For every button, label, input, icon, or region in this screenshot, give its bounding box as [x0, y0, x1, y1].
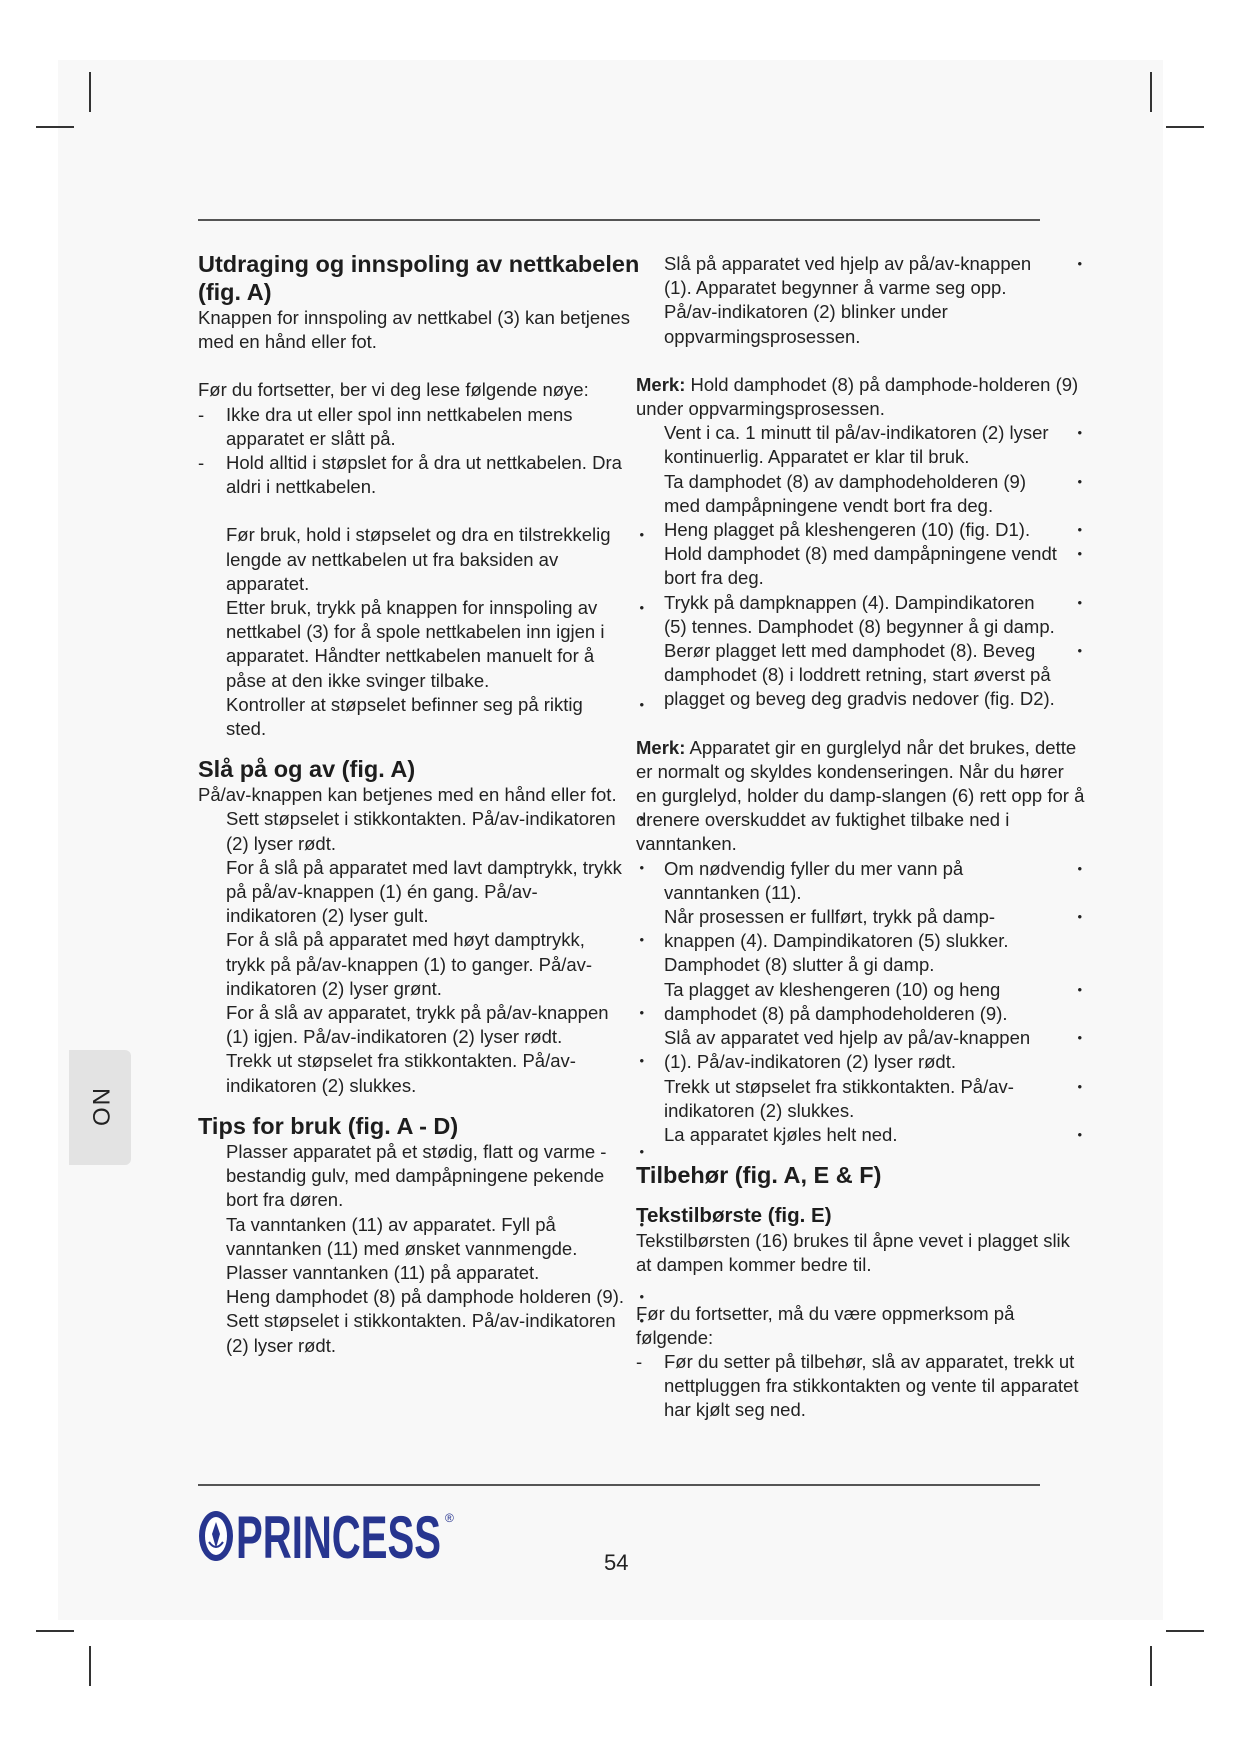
tips-step-4: Sett støpselet i stikkontakten. På/av-indikatoren (2) lyser rødt. •: [198, 1309, 648, 1357]
accessory-warning: - Før du setter på tilbehør, slå av apparatet, trekk ut nettpluggen fra stikkontakten og vente til apparatet har kjølt seg ned.: [636, 1350, 1086, 1423]
crop-mark: [36, 1630, 74, 1632]
heading-textile-brush: Tekstilbørste (fig. E): [636, 1204, 832, 1228]
crop-mark: [36, 126, 74, 128]
note-text: Apparatet gir en gurglelyd når det brukes, dette er normalt og skyldes kondenseringen. Når du hører en gurglelyd, holder du damp-slangen (6) rett opp for å drenere overskuddet av fuktighet tilbake ned i vanntanken.: [636, 736, 1085, 855]
heading-cable: Utdraging og innspoling av nettkabelen (fig. A): [198, 251, 640, 305]
heading-tips: Tips for bruk (fig. A - D): [198, 1112, 459, 1139]
crop-mark: [89, 72, 91, 112]
use-step-7: Berør plagget lett med damphodet (8). Beveg damphodet (8) i loddrett retning, start øverst på plagget og beveg deg gradvis nedover (fig. D2). •: [636, 639, 1086, 712]
registered-mark: ®: [445, 1511, 454, 1525]
use-step-9: Når prosessen er fullført, trykk på damp-knappen (4). Dampindikatoren (5) slukker. Damphodet (8) slutter å gi damp. •: [636, 905, 1086, 978]
use-step-8: Om nødvendig fyller du mer vann på vanntanken (11). •: [636, 857, 1086, 905]
page-number: 54: [604, 1550, 629, 1575]
note-gurgle: [636, 736, 1086, 857]
princess-logo: [196, 1500, 476, 1572]
cable-intro: Knappen for innspoling av nettkabel (3) kan betjenes med en hånd eller fot.: [198, 307, 630, 353]
crop-mark: [89, 1646, 91, 1686]
textile-brush-text: Tekstilbørsten (16) brukes til åpne vevet i plagget slik at dampen kommer bedre til.: [636, 1230, 1070, 1276]
note-text: Hold damphodet (8) på damphode-holderen (9) under oppvarmingsprosessen.: [636, 373, 1079, 420]
crop-mark: [1166, 1630, 1204, 1632]
bottom-rule: [198, 1484, 1040, 1486]
crop-mark: [1166, 126, 1204, 128]
heading-onoff: Slå på og av (fig. A): [198, 756, 416, 783]
use-step-5: Hold damphodet (8) med dampåpningene vendt bort fra deg. •: [636, 542, 1086, 590]
cable-warning-1: - Ikke dra ut eller spol inn nettkabelen mens apparatet er slått på.: [198, 403, 648, 451]
use-step-4: Heng plagget på kleshengeren (10) (fig. D1). •: [636, 518, 1086, 542]
crop-mark: [1150, 1646, 1152, 1686]
onoff-step-1: Sett støpselet i stikkontakten. På/av-indikatoren (2) lyser rødt. •: [198, 807, 648, 855]
use-step-11: Slå av apparatet ved hjelp av på/av-knappen (1). På/av-indikatoren (2) lyser rødt. •: [636, 1026, 1086, 1074]
cable-note: Før du fortsetter, ber vi deg lese følgende nøye:: [198, 379, 589, 401]
onoff-step-5: Trekk ut støpselet fra stikkontakten. På/av-indikatoren (2) slukkes. •: [198, 1049, 648, 1097]
cable-warning-2: - Hold alltid i støpslet for å dra ut nettkabelen. Dra aldri i nettkabelen.: [198, 451, 648, 499]
note-label: Merk:: [636, 736, 686, 758]
left-column: [198, 250, 648, 1358]
brand-wordmark: PRINCESS: [236, 1504, 441, 1571]
onoff-step-4: For å slå av apparatet, trykk på på/av-knappen (1) igjen. På/av-indikatoren (2) lyser rødt. •: [198, 1001, 648, 1049]
cable-step-1: Før bruk, hold i støpselet og dra en tilstrekkelig lengde av nettkabelen ut fra baksiden av apparatet. •: [198, 523, 648, 596]
use-step-6: Trykk på dampknappen (4). Dampindikatoren (5) tennes. Damphodet (8) begynner å gi damp. •: [636, 591, 1086, 639]
note-label: Merk:: [636, 373, 686, 395]
use-step-2: Vent i ca. 1 minutt til på/av-indikatoren (2) lyser kontinuerlig. Apparatet er klar til bruk. •: [636, 421, 1086, 469]
use-step-3: Ta damphodet (8) av damphodeholderen (9) med dampåpningene vendt bort fra deg. •: [636, 470, 1086, 518]
use-step-13: La apparatet kjøles helt ned. •: [636, 1123, 1086, 1147]
tips-step-2: Ta vanntanken (11) av apparatet. Fyll på vanntanken (11) med ønsket vannmengde. Plasser vanntanken (11) på apparatet. •: [198, 1213, 648, 1286]
language-code: NO: [87, 1087, 114, 1128]
right-column: [636, 252, 1086, 1423]
onoff-intro: På/av-knappen kan betjenes med en hånd eller fot.: [198, 784, 617, 806]
crop-mark: [1150, 72, 1152, 112]
note-heating: [636, 373, 1086, 421]
princess-emblem-icon: [196, 1500, 476, 1572]
heading-accessories: Tilbehør (fig. A, E & F): [636, 1162, 882, 1189]
tips-step-1: Plasser apparatet på et stødig, flatt og varme - bestandig gulv, med dampåpningene pekende bort fra døren. •: [198, 1140, 648, 1213]
cable-step-2: Etter bruk, trykk på knappen for innspoling av nettkabel (3) for å spole nettkabelen inn igjen i apparatet. Håndter nettkabelen manuelt for å påse at den ikke svinger tilbake. •: [198, 596, 648, 693]
use-step-12: Trekk ut støpselet fra stikkontakten. På/av-indikatoren (2) slukkes. •: [636, 1075, 1086, 1123]
top-rule: [198, 219, 1040, 221]
language-tab: [69, 1050, 131, 1165]
tips-step-3: Heng damphodet (8) på damphode holderen (9). •: [198, 1285, 648, 1309]
onoff-step-2: For å slå på apparatet med lavt damptrykk, trykk på på/av-knappen (1) én gang. På/av-indikatoren (2) lyser gult. •: [198, 856, 648, 929]
use-step-1: Slå på apparatet ved hjelp av på/av-knappen (1). Apparatet begynner å varme seg opp. På/av-indikatoren (2) blinker under oppvarmingsprosessen. •: [636, 252, 1086, 349]
use-step-10: Ta plagget av kleshengeren (10) og heng damphodet (8) på damphodeholderen (9). •: [636, 978, 1086, 1026]
cable-step-3: Kontroller at støpselet befinner seg på riktig sted. •: [198, 693, 648, 741]
onoff-step-3: For å slå på apparatet med høyt damptrykk, trykk på på/av-knappen (1) to ganger. På/av-indikatoren (2) lyser grønt. •: [198, 928, 648, 1001]
accessory-note: Før du fortsetter, må du være oppmerksom på følgende:: [636, 1302, 1015, 1348]
